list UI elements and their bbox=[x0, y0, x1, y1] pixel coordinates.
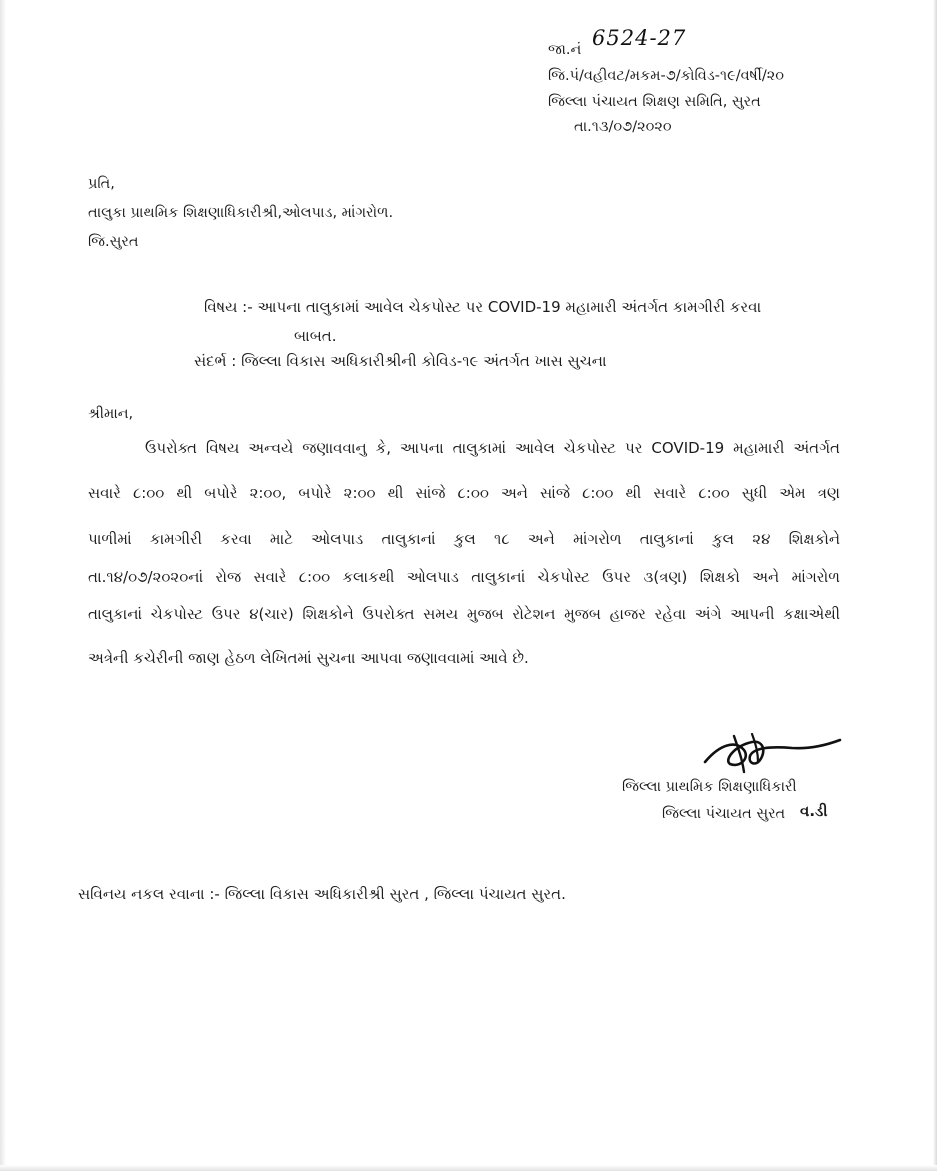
page-bottom-edge bbox=[0, 1165, 937, 1171]
reference-line: સંદર્ભ : જિલ્લા વિકાસ અધિકારીશ્રીની કોવિડ-૧૯ અંતર્ગત ખાસ સુચના bbox=[194, 352, 607, 370]
outward-number-label: જા.નં bbox=[548, 42, 582, 58]
letter-date: તા.૧૩/૦૭/૨૦૨૦ bbox=[574, 119, 672, 135]
file-reference: જિ.પં/વહીવટ/મકમ-૭/કોવિડ-૧૯/વર્ષી/૨૦ bbox=[548, 68, 785, 84]
subject-line-continued: બાબત. bbox=[294, 327, 337, 345]
addressee-district: જિ.સુરત bbox=[88, 234, 139, 250]
body-line: પાળીમાં કામગીરી કરવા માટે ઓલપાડ તાલુકાનાં કુલ ૧૮ અને માંગરોળ તાલુકાનાં કુલ ૨૪ શિક્ષકોને bbox=[88, 530, 840, 548]
body-line: તાલુકાનાં ચેકપોસ્ટ ઉપર ૪(ચાર) શિક્ષકોને ઉપરોક્ત સમય મુજબ રોટેશન મુજબ હાજર રહેવા અંગે આપની કક્ષાએથી bbox=[88, 605, 840, 623]
copy-to-line: સવિનય નકલ રવાના :- જિલ્લા વિકાસ અધિકારીશ્રી સુરત , જિલ્લા પંચાયત સુરત. bbox=[78, 885, 566, 903]
salutation: શ્રીમાન, bbox=[88, 406, 134, 422]
signatory-initials: વ.ડી bbox=[800, 802, 828, 820]
issuing-office: જિલ્લા પંચાયત શિક્ષણ સમિતિ, સુરત bbox=[548, 94, 761, 110]
page-left-edge bbox=[0, 0, 6, 1171]
handwritten-signature bbox=[700, 722, 845, 784]
signatory-office: જિલ્લા પંચાયત સુરત bbox=[662, 806, 786, 822]
body-line: સવારે ૮:૦૦ થી બપોરે ૨:૦૦, બપોરે ૨:૦૦ થી સાંજે ૮:૦૦ અને સાંજે ૮:૦૦ થી સવારે ૮:૦૦ સુધી એમ ત્રણ bbox=[88, 484, 840, 502]
outward-number: 6524-27 bbox=[592, 26, 687, 50]
body-line: અત્રેની કચેરીની જાણ હેઠળ લેખિતમાં સુચના આપવા જણાવવામાં આવે છે. bbox=[88, 649, 529, 667]
addressee-name: તાલુકા પ્રાથમિક શિક્ષણાધિકારીશ્રી,ઓલપાડ, માંગરોળ. bbox=[88, 205, 394, 221]
subject-line: વિષય :- આપના તાલુકામાં આવેલ ચેકપોસ્ટ પર COVID-19 મહામારી અંતર્ગત કામગીરી કરવા bbox=[204, 298, 762, 316]
body-line: તા.૧૪/૦૭/૨૦૨૦નાં રોજ સવારે ૮:૦૦ કલાકથી ઓલપાડ તાલુકાનાં ચેકપોસ્ટ ઉપર ૩(ત્રણ) શિક્ષકો અને માંગરોળ bbox=[88, 568, 840, 586]
signatory-title: જિલ્લા પ્રાથમિક શિક્ષણાધિકારી bbox=[622, 779, 797, 795]
page-right-edge bbox=[933, 0, 937, 1171]
addressee-to: પ્રતિ, bbox=[88, 176, 115, 192]
body-line: ઉપરોક્ત વિષય અન્વયે જણાવવાનુ કે, આપના તાલુકામાં આવેલ ચેકપોસ્ટ પર COVID-19 મહામારી અંતર્ગત bbox=[145, 439, 840, 457]
